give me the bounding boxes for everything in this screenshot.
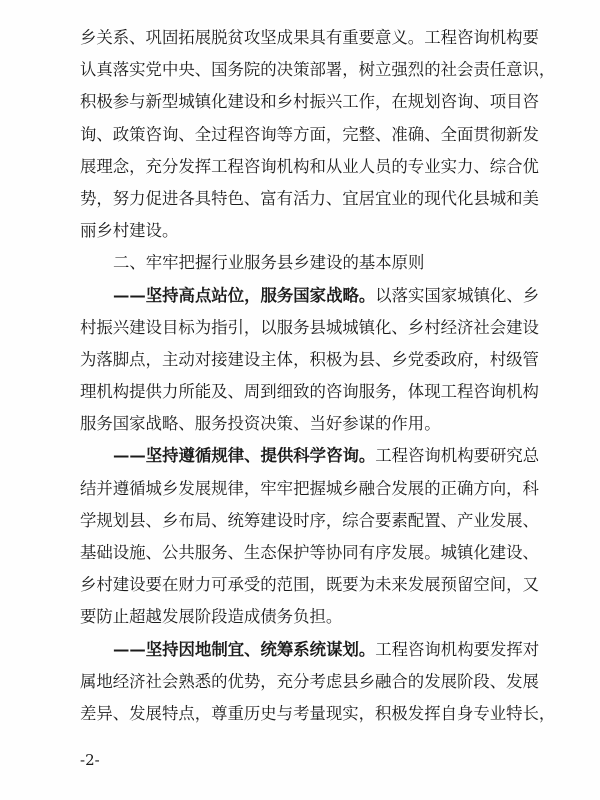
principle-text: 以落实国家城镇化、乡 xyxy=(375,285,540,305)
text-line: 为落脚点，主动对接建设主体，积极为县、乡党委政府，村级管 xyxy=(80,349,539,369)
text-line: 村振兴建设目标为指引，以服务县城城镇化、乡村经济社会建设 xyxy=(80,317,539,337)
text-line: 基础设施、公共服务、生态保护等协同有序发展。城镇化建设、 xyxy=(80,543,539,562)
principle-first-line xyxy=(80,440,540,472)
principle-text: 工程咨询机构要研究总 xyxy=(375,446,540,466)
principle-text: 工程咨询机构要发挥对 xyxy=(375,639,540,659)
document-body xyxy=(80,22,556,730)
intro-paragraph xyxy=(80,22,556,247)
text-line: 结并遵循城乡发展规律，牢牢把握城乡融合发展的正确方向，科 xyxy=(80,478,539,498)
text-line: 展理念，充分发挥工程咨询机构和从业人员的专业实力、综合优 xyxy=(80,156,539,176)
principle-title: ——坚持遵循规律、提供科学咨询。 xyxy=(113,446,376,466)
text-line: 学规划县、乡布局、统筹建设时序，综合要素配置、产业发展、 xyxy=(80,510,539,530)
text-line: 积极参与新型城镇化建设和乡村振兴工作，在规划咨询、项目咨 xyxy=(80,92,539,112)
principle-first-line xyxy=(80,634,540,666)
text-line: 势，努力促进各具特色、富有活力、宜居宜业的现代化县城和美 xyxy=(80,188,539,208)
text-line: 丽乡村建设。 xyxy=(80,221,179,241)
principle-paragraph-3 xyxy=(80,634,556,731)
principle-paragraph-2 xyxy=(80,440,540,633)
text-line: 乡关系、巩固拓展脱贫攻坚成果具有重要意义。工程咨询机构要 xyxy=(80,28,539,47)
text-line: 服务国家战略、服务投资决策、当好参谋的作用。 xyxy=(80,414,441,434)
section-heading: 二、牢牢把握行业服务县乡建设的基本原则 xyxy=(113,253,425,273)
text-line: 差异、发展特点，尊重历史与考量现实，积极发挥自身专业特长， xyxy=(80,703,556,723)
text-line: 理机构提供力所能及、周到细致的咨询服务，体现工程咨询机构 xyxy=(80,382,539,402)
principle-paragraph-1 xyxy=(80,280,540,441)
text-line: 属地经济社会熟悉的优势，充分考虑县乡融合的发展阶段、发展 xyxy=(80,671,539,691)
text-line: 认真落实党中央、国务院的决策部署，树立强烈的社会责任意识， xyxy=(80,60,556,80)
text-line: 乡村建设要在财力可承受的范围，既要为未来发展预留空间，又 xyxy=(80,575,539,595)
text-line: 要防止超越发展阶段造成债务负担。 xyxy=(80,607,343,627)
principle-title: ——坚持高点站位，服务国家战略。 xyxy=(113,285,376,305)
principle-first-line xyxy=(80,280,540,312)
page-number: -2- xyxy=(80,751,100,769)
principle-title: ——坚持因地制宜、统筹系统谋划。 xyxy=(113,639,376,659)
text-line: 询、政策咨询、全过程咨询等方面，完整、准确、全面贯彻新发 xyxy=(80,124,539,144)
